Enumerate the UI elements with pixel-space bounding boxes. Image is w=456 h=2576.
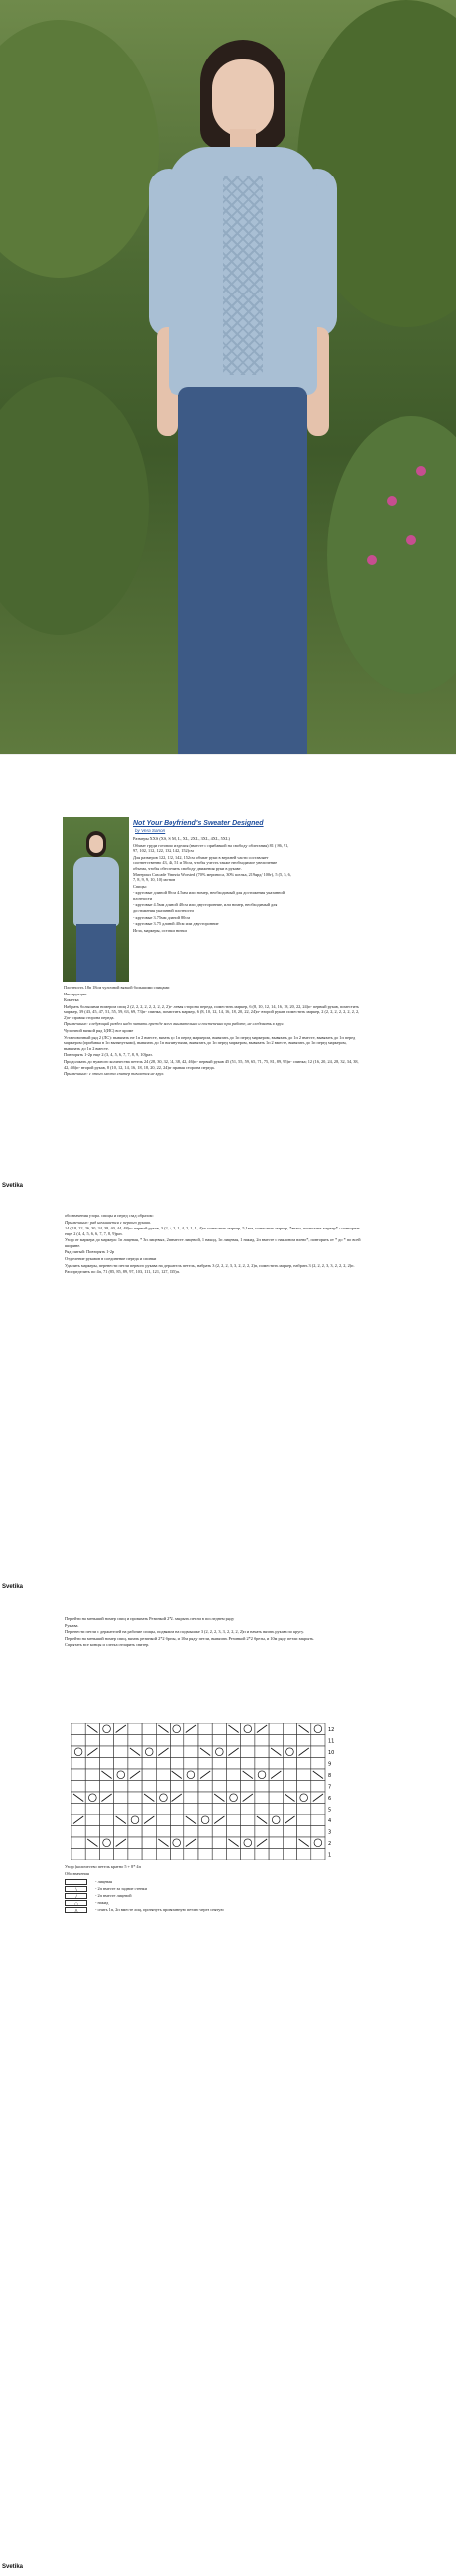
chart-cell [128,1804,142,1815]
text-line: Установочный ряд 2 (ЛС): вывязать не 1п 2 вместе, вязать до 1п перед маркером, вывязать до 1п перед маркером, вывязать до 1п 2 вместе, вывязать до 1п перед маркером (прибавка в 1п вытянутыми), вывязать до 1п вытянутыми, вывязать до 1п перед маркером, вывязать 1п 2 вместе, вывязать до 1п перед маркером, вывязать до 1п 2 вместе. [64,1034,356,1051]
chart-cell [212,1837,226,1849]
chart-cell [198,1735,212,1747]
chart-cell [269,1735,283,1747]
stitch-chart-svg [71,1723,339,1860]
spec-line: Обхват груди готового изделия (вместе с прибавкой на свободу облегания) 81 ( 86, 91, 97, 102, 112, 122, 132, 142, 152)см [133,842,289,854]
chart-cell [156,1826,170,1838]
text-line: Узор от маркера до маркера: 1п лицевая, * 3п лицевых, 2п вместе лицевой, 1 накид, 1п лицевая, 1 накид, 2п вместе с наклоном влево*, повторять от * до * по всей ширине. [65,1237,361,1248]
chart-cell [114,1746,128,1758]
chart-cell [128,1723,142,1735]
chart-cell [156,1804,170,1815]
chart-cell [142,1826,156,1838]
legend-row [65,1907,363,1913]
chart-cell [85,1758,99,1770]
chart-row-label: 4 [328,1817,332,1824]
chart-cell [283,1849,296,1861]
chart-cell [269,1758,283,1770]
chart-cell [71,1781,85,1793]
flower [406,535,416,545]
text-line: Плотность 18п 18см чулочной вязкой большими спицами [64,985,170,990]
chart-cell [99,1746,113,1758]
model-face [212,59,274,137]
chart-cell [283,1758,296,1770]
chart-cell [156,1735,170,1747]
chart-cell [226,1849,240,1861]
pattern-page-2 [0,1195,456,1596]
pattern-title[interactable]: Not Your Boyfriend's Sweater Designed [133,820,264,827]
chart-cell [297,1735,311,1747]
flower [367,555,377,565]
chart-cell [128,1735,142,1747]
chart-cell [85,1735,99,1747]
text-line: Спрятать все концы и слегка отпарить свитер. [65,1642,150,1648]
chart-cell [241,1746,255,1758]
chart-cell [283,1781,296,1793]
text-line: Распределить по 4п, 71 (85, 85, 89, 97, 103, 111, 121, 127, 135)п. [65,1269,180,1275]
brand-label: Svetika [2,1584,24,1591]
chart-cell [184,1849,198,1861]
chart-cell [269,1826,283,1838]
spec-line: Игла, маркеры, остатки нитки [133,927,187,933]
text-line: Повторять 1-2р еще 2 (3, 4, 5, 6, 7, 7, 8, 9, 10)раз. [64,1052,153,1058]
text-note: Примечание: с этого места спитер тачается не круг. [64,1071,165,1077]
chart-row-label: 8 [328,1772,332,1779]
chart-cell [171,1735,184,1747]
chart-cell [198,1837,212,1849]
chart-cell [297,1758,311,1770]
chart-cell [241,1735,255,1747]
legend-symbol: / [65,1893,87,1899]
chart-cell [184,1826,198,1838]
chart-cell [198,1781,212,1793]
legend-text: - 2п вместе лицевой [95,1893,132,1899]
legend-row [65,1879,363,1885]
legend-row [65,1893,363,1899]
chart-cell [142,1769,156,1781]
chart-cell [269,1804,283,1815]
chart-cell [226,1735,240,1747]
chart-cell [171,1758,184,1770]
chart-cell [198,1849,212,1861]
text-line: Узор (количество петель кратно 5 + 8* 4п [65,1864,141,1869]
chart-cell [71,1769,85,1781]
chart-cell [184,1792,198,1804]
bush-bottom-right [327,416,456,694]
pattern-page-1 [0,754,456,1195]
text-line: Чулочной вязкой ряд 1(ИС) все кроме [64,1028,134,1034]
thumb-sweater [73,857,119,926]
spec-line: Материал Cascade Venezia Worsted (70% мериноса, 30% шелка, 219ярд/ 100г), 5 (5, 5, 6, 7, 8, 9, 9, 10, 10) мотков [133,872,291,883]
text-line: Перейти на меньший номер спиц и провязать Резинкой 2*2. закрыть петли в последнем ряду [65,1616,235,1621]
blank-area [0,1924,456,2558]
text-line: Перейти на меньший номер спиц, вязать резинкой 2*2 брезы, и 10м ряду петли, вывязать Резинкой 2*2 брезы, и 10м ряду петли закрыть. [65,1635,315,1641]
chart-cell [297,1781,311,1793]
chart-row-label: 12 [328,1726,335,1733]
text-heading: Инструкции [64,991,87,996]
text-heading: Кокетка [64,997,79,1003]
chart-cell [212,1781,226,1793]
chart-cell [269,1723,283,1735]
legend-text: - 2п вместе за задние стенки [95,1886,147,1892]
chart-cell [114,1826,128,1838]
chart-cell [71,1758,85,1770]
chart-row-label: 11 [328,1738,335,1745]
chart-cell [226,1781,240,1793]
chart-cell [241,1815,255,1826]
chart-cell [99,1758,113,1770]
spec-line: - круговые 3.75 длиной 40см или двусторонние [133,921,219,927]
chart-cell [99,1804,113,1815]
chart-cell [255,1735,269,1747]
chart-cell [114,1735,128,1747]
chart-cell [71,1723,85,1735]
chart-cell [269,1781,283,1793]
chart-cell [184,1758,198,1770]
chart-cell [311,1781,325,1793]
chart-cell [171,1815,184,1826]
chart-cell [311,1804,325,1815]
chart-cell [297,1826,311,1838]
chart-cell [85,1815,99,1826]
legend-symbol: ○ [65,1900,87,1906]
chart-cell [99,1815,113,1826]
legend-symbol [65,1879,87,1885]
chart-legend [65,1879,363,1913]
chart-cell [99,1826,113,1838]
text-heading: Рукава. [65,1622,79,1628]
chart-cell [142,1758,156,1770]
legend-symbol: ⋀ [65,1907,87,1913]
chart-cell [128,1758,142,1770]
text-heading: Обозначения [65,1870,89,1876]
chart-cell [283,1723,296,1735]
chart-row-label: 10 [328,1749,335,1756]
chart-row-label: 1 [328,1852,332,1859]
chart-cell [184,1781,198,1793]
spec-line: - круговые 4.5мм длиной 40см или двусторонние, или номер, необходимый для достижения указанной плотности [133,902,278,913]
chart-cell [156,1758,170,1770]
chart-cell [71,1804,85,1815]
chart-cell [142,1849,156,1861]
chart-cell [128,1826,142,1838]
chart-cell [283,1804,296,1815]
chart-cell [311,1735,325,1747]
hero-photo [0,0,456,754]
thumb-face [89,835,103,853]
pattern-legend-section [65,1864,363,1914]
chart-cell [85,1849,99,1861]
chart-cell [297,1815,311,1826]
chart-cell [212,1826,226,1838]
chart-cell [156,1815,170,1826]
pattern-instructions-1 [64,985,362,1078]
chart-cell [311,1826,325,1838]
chart-cell [241,1849,255,1861]
chart-cell [99,1735,113,1747]
text-line: обозначения узора. спицы и перед сзад образом: [65,1213,154,1218]
chart-cell [114,1758,128,1770]
flower [387,496,397,506]
chart-cell [114,1781,128,1793]
chart-cell [297,1769,311,1781]
spec-line: - круговые длиной 80см 4.5мм или номер, необходимый для достижения указанной плотности [133,890,285,901]
chart-cell [241,1826,255,1838]
chart-cell [142,1735,156,1747]
chart-row-label: 5 [328,1807,332,1814]
chart-cell [255,1804,269,1815]
chart-row-label: 3 [328,1829,332,1836]
chart-cell [226,1758,240,1770]
sweater [169,147,317,395]
chart-cell [226,1769,240,1781]
text-line: 14 (18, 22, 26, 30, 34, 38, 40, 44, 48)п- первый рукав, 3 (2, 4, 2, 1, 4, 2, 1, 1, 4)п- поместить маркер, 5,1мм, поместить маркер, *вяжи, поместить маркер* - повторить еще 2 (4, 4, 5, 6, 6, 7, 7, 8, 9)раз. [65,1226,361,1236]
chart-cell [156,1781,170,1793]
text-note: Примечание: ряд начинается с первого рукава. [65,1219,152,1225]
chart-cell [255,1849,269,1861]
chart-row-label: 2 [328,1840,332,1847]
chart-cell [198,1804,212,1815]
chart-cell [99,1781,113,1793]
chart-cell [198,1758,212,1770]
chart-cell [269,1849,283,1861]
chart-cell [171,1826,184,1838]
chart-cell [128,1837,142,1849]
chart-cell [226,1815,240,1826]
chart-cell [255,1758,269,1770]
chart-cell [198,1792,212,1804]
chart-cell [71,1837,85,1849]
pattern-thumbnail [63,817,129,982]
chart-cell [226,1804,240,1815]
legend-row [65,1900,363,1906]
chart-cell [226,1826,240,1838]
chart-row-label: 7 [328,1784,332,1791]
spec-line: Для размеров 122, 132, 142, 152см обхват руки в верхней части составляет соответственно 43, 46, 51 и 56см, чтобы учесть также необходимое увеличение объема, чтобы обеспечить свободу движения руки в рукаве. [133,854,278,871]
chart-cell [142,1837,156,1849]
chart-cell [255,1781,269,1793]
chart-cell [171,1849,184,1861]
chart-cell [85,1769,99,1781]
brand-label: Svetika [2,1183,24,1190]
chart-cell [71,1735,85,1747]
spec-line: - круговые 3.75мм длиной 80см [133,914,190,920]
text-line: Продолжать до нужного количества петель 24 (28, 30, 32, 34, 38, 42, 46)п- первый рукав 45 (51, 55, 59, 65, 71, 75, 81, 89, 95)п- спинка; 12 (16, 20, 24, 28, 32, 34, 38, 42, 46)п- второй рукав, 8 (10, 12, 14, 16, 18, 18, 20, 22, 24)п- правая сторона переда. [64,1058,359,1070]
chart-cell [71,1826,85,1838]
bush-left [0,20,159,278]
chart-cell [156,1769,170,1781]
chart-cell [128,1781,142,1793]
chart-cell [184,1804,198,1815]
chart-cell [255,1746,269,1758]
chart-cell [283,1837,296,1849]
text-note: Примечание: следующий раздел надо читать прежде всего внимательно и постепенно при работе, не следовать в круг. [64,1021,285,1027]
chart-cell [171,1804,184,1815]
chart-cell [184,1735,198,1747]
chart-cell [283,1826,296,1838]
spec-line: Спицы: [133,883,147,889]
chart-cell [297,1804,311,1815]
lace-panel [223,176,263,375]
chart-cell [142,1781,156,1793]
chart-cell [198,1723,212,1735]
chart-cell [142,1804,156,1815]
chart-cell [184,1746,198,1758]
chart-cell [156,1849,170,1861]
chart-cell [283,1769,296,1781]
chart-cell [212,1735,226,1747]
pattern-author[interactable]: by Vera Sanon [135,828,166,833]
chart-cell [198,1826,212,1838]
legend-row [65,1886,363,1892]
chart-cell [99,1849,113,1861]
chart-cell [212,1804,226,1815]
chart-cell [297,1849,311,1861]
chart-cell [241,1781,255,1793]
text-line: Перенести петли с держателей на рабочие спицы, подвяжем на подмышке 3 (2, 2, 2, 3, 3, 2, 2, 2, 2)п и начать вязать рукава по кругу. [65,1629,304,1635]
chart-cell [212,1723,226,1735]
pattern-instructions-3 [65,1616,363,1649]
chart-row-label: 9 [328,1761,332,1768]
chart-cell [283,1735,296,1747]
chart-cell [311,1849,325,1861]
chart-cell [85,1804,99,1815]
chart-cell [128,1792,142,1804]
pattern-instructions-2 [65,1213,363,1276]
spec-line: Размеры XXS (XS, S, M, L, XL, 2XL, 3XL, 4XL, 5XL) [133,836,230,841]
chart-cell [171,1781,184,1793]
chart-cell [71,1849,85,1861]
chart-cell [311,1815,325,1826]
chart-cell [85,1826,99,1838]
chart-cell [142,1723,156,1735]
chart-cell [212,1758,226,1770]
pattern-page-3 [0,1596,456,2576]
chart-cell [269,1837,283,1849]
chart-cell [269,1792,283,1804]
pattern-specs [133,836,291,934]
legend-text: - накид [95,1900,109,1906]
chart-cell [311,1746,325,1758]
text-line: Набрать большими номером спиц 2 (2, 2, 2, 2, 2, 2, 2, 2, 2)п- левая сторона переда, поместить маркер, 6 (8, 10, 12, 14, 16, 18, 20, 22, 24)п- первый рукав, поместить маркер, 39 (43, 45, 47, 51, 55, 59, 63, 69, 73)п- спинка, поместить маркер, 6 (8, 10, 12, 14, 16, 18, 20, 22, 24)п- второй рукав, поместить маркер, 2 (2, 2, 2, 2, 2, 2, 2, 2, 2)п- правая сторона переда. [64,1003,360,1020]
chart-cell [114,1792,128,1804]
chart-cell [128,1849,142,1861]
thumb-jeans [76,924,116,982]
text-heading: Отделение рукавов в соединение переда и спинки [65,1256,157,1262]
chart-cell [212,1849,226,1861]
legend-text: - лицевая [95,1879,113,1885]
chart-row-label: 6 [328,1795,332,1802]
chart-cell [311,1758,325,1770]
chart-cell [255,1792,269,1804]
legend-symbol: \ [65,1886,87,1892]
chart-cell [255,1826,269,1838]
chart-cell [85,1781,99,1793]
text-line: Ряд пятый: Повторять 1-2р [65,1249,115,1255]
chart-cell [212,1769,226,1781]
chart-cell [241,1758,255,1770]
bush-bottom-left [0,377,149,635]
chart-cell [171,1746,184,1758]
flower [416,466,426,476]
brand-label: Svetika [2,2564,24,2571]
stitch-chart [71,1723,339,1860]
chart-cell [114,1849,128,1861]
legend-text: - снять 1п, 2п вместе лиц, протянуть провязанную петлю через снятую [95,1907,224,1913]
jeans [178,387,307,754]
text-line: Удалить маркеры, перенести петли первого рукава на держатель петель, набрать 3 (2, 2, 2, 3, 3, 2, 2, 2, 2)п, поместить маркер, набрать 3 (2, 2, 2, 3, 3, 2, 2, 2, 2)п. [65,1262,355,1268]
model-figure [149,30,337,754]
chart-cell [114,1804,128,1815]
chart-cell [241,1804,255,1815]
